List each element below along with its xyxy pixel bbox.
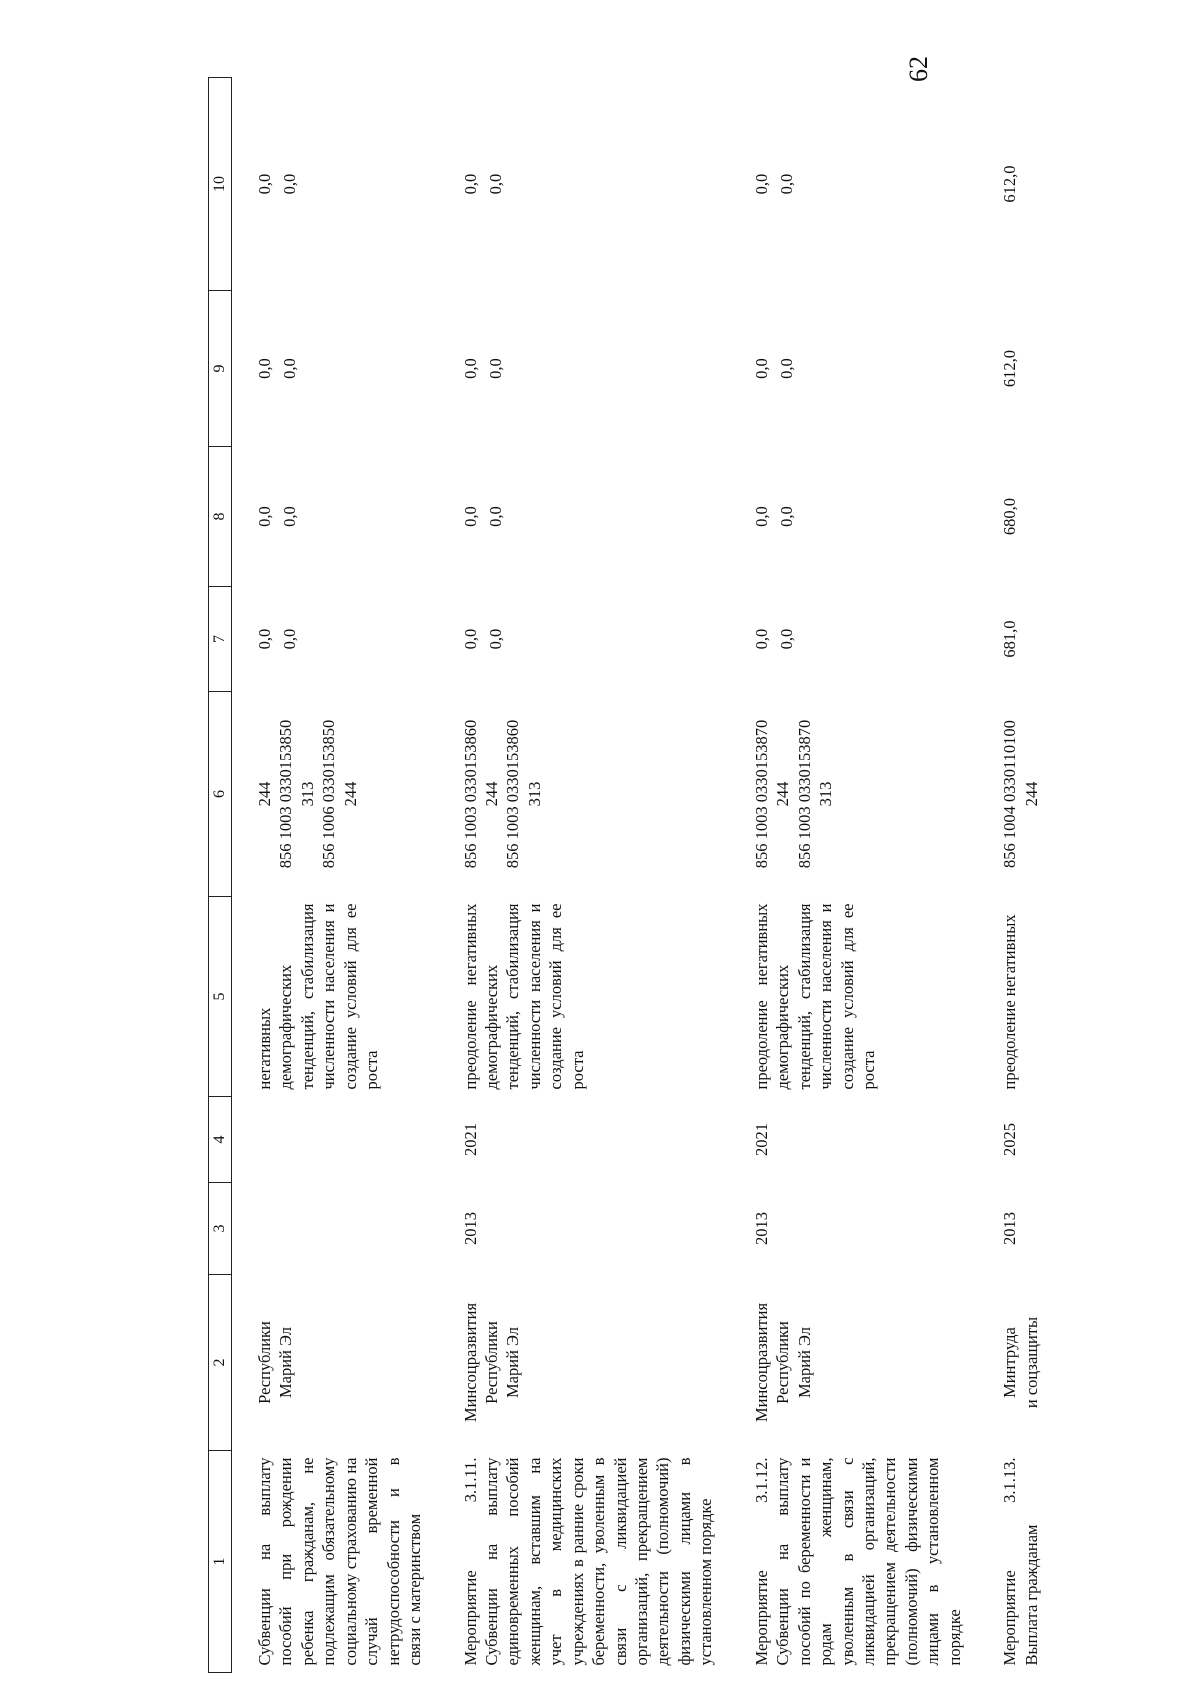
header-cell: 1 xyxy=(209,1451,232,1673)
amount-value: 0,0 xyxy=(460,506,480,527)
amount-cell-c9 xyxy=(232,291,438,447)
expected-result-cell: преодоление негативных xyxy=(1000,914,1020,1090)
amount-value: 0,0 xyxy=(460,358,480,379)
amount-value: 0,0 xyxy=(751,628,771,650)
header-cell: 2 xyxy=(209,1275,232,1451)
amount-value: 0,0 xyxy=(777,506,797,527)
amount-value: 0,0 xyxy=(485,628,505,650)
amount-cell-c7 xyxy=(977,587,1054,692)
amount-value: 681,0 xyxy=(1000,620,1020,658)
executor-cell: Минсоцразвития Республики Марий Эл xyxy=(751,1302,814,1423)
amount-value: 0,0 xyxy=(777,358,797,379)
amount-value: 0,0 xyxy=(255,358,274,379)
amount-value: 0,0 xyxy=(280,506,300,527)
expected-result-cell: преодоление негативных демографических тенденций, стабилизация численности населения и создание условий для ее роста xyxy=(460,903,587,1090)
amount-value: 0,0 xyxy=(751,506,771,527)
amount-value: 0,0 xyxy=(460,173,480,195)
table-header-row xyxy=(209,78,232,1673)
end-year-cell xyxy=(232,1097,438,1183)
budget-code-line: 244 xyxy=(773,781,793,807)
header-cell: 8 xyxy=(209,447,232,587)
amount-cell-c10 xyxy=(232,78,438,291)
amount-value: 0,0 xyxy=(777,173,797,195)
amount-cell-c8 xyxy=(977,447,1054,587)
budget-code-line: 313 xyxy=(816,781,836,807)
executor-cell: Республики Марий Эл xyxy=(255,1321,296,1404)
amount-value: 0,0 xyxy=(255,628,274,650)
table-row xyxy=(729,78,977,1673)
table-row xyxy=(232,78,438,1673)
start-year-cell xyxy=(232,1183,438,1275)
amount-value: 0,0 xyxy=(485,506,505,527)
amount-value: 0,0 xyxy=(751,358,771,379)
budget-table xyxy=(208,77,1054,1673)
budget-code-line: 856 1003 0330153860 xyxy=(460,719,480,869)
header-cell: 3 xyxy=(209,1183,232,1275)
amount-value: 612,0 xyxy=(1000,165,1020,203)
budget-code-line: 313 xyxy=(297,781,317,807)
amount-cell-c7 xyxy=(729,587,977,692)
amount-value: 0,0 xyxy=(751,173,771,195)
expected-result-cell: преодоление негативных демографических тенденций, стабилизация численности населения и создание условий для ее роста xyxy=(751,903,878,1090)
event-description-cell: Мероприятие 3.1.12. Субвенции на выплату пособий по беременности и родам женщинам, уволенным в связи с ликвидацией организаций, прекращением деятельности (полномочий) физическими лицами в установленном порядке xyxy=(751,1457,964,1666)
amount-cell-c8 xyxy=(729,447,977,587)
end-year-cell: 2021 xyxy=(751,1123,771,1156)
budget-code-cell xyxy=(729,692,977,897)
event-description-cell: Мероприятие 3.1.11. Субвенции на выплату единовременных пособий женщинам, вставшим на учет в медицинских учреждениях в ранние сроки беременности, уволенным в связи с ликвидацией организаций, прекращением деятельности (полномочий) физическими лицами в установленном порядке xyxy=(460,1457,716,1666)
amount-cell-c9 xyxy=(977,291,1054,447)
amount-cell-c7 xyxy=(438,587,729,692)
budget-code-line: 244 xyxy=(255,781,274,807)
budget-code-line: 856 1003 0330153850 xyxy=(276,719,296,869)
amount-value: 0,0 xyxy=(255,173,274,195)
amount-value: 0,0 xyxy=(255,506,274,527)
header-cell: 10 xyxy=(209,78,232,291)
table-row xyxy=(438,78,729,1673)
amount-cell-c7 xyxy=(232,587,438,692)
expected-result-cell: негативных демографических тенденций, стабилизация численности населения и создание условий для ее роста xyxy=(255,903,382,1090)
budget-code-line: 856 1003 0330153870 xyxy=(751,719,771,869)
executor-cell: Минтруда и соцзащиты xyxy=(1000,1316,1041,1409)
budget-code-line: 856 1003 0330153870 xyxy=(794,719,814,869)
amount-value: 0,0 xyxy=(485,358,505,379)
amount-value: 0,0 xyxy=(280,173,300,195)
amount-value: 0,0 xyxy=(777,628,797,650)
budget-code-line: 313 xyxy=(524,781,544,807)
page-number: 62 xyxy=(904,56,933,82)
amount-value: 612,0 xyxy=(1000,349,1020,388)
start-year-cell: 2013 xyxy=(751,1212,771,1245)
header-cell: 9 xyxy=(209,291,232,447)
amount-cell-c9 xyxy=(438,291,729,447)
budget-code-line: 856 1006 0330153850 xyxy=(319,719,339,869)
budget-code-line: 244 xyxy=(481,781,501,807)
start-year-cell: 2013 xyxy=(1000,1212,1020,1245)
budget-code-line: 856 1003 0330153860 xyxy=(503,719,523,869)
header-cell: 7 xyxy=(209,587,232,692)
executor-cell: Минсоцразвития Республики Марий Эл xyxy=(460,1302,523,1423)
end-year-cell: 2021 xyxy=(460,1123,480,1156)
budget-code-cell xyxy=(438,692,729,897)
header-cell: 4 xyxy=(209,1097,232,1183)
event-description-cell: Субвенции на выплату пособий при рождении ребенка гражданам, не подлежащим обязательному социальному страхованию на случай временной нетрудоспособности и в связи с материнством xyxy=(255,1457,425,1666)
budget-code-cell xyxy=(977,692,1054,897)
amount-value: 0,0 xyxy=(280,358,300,379)
amount-value: 0,0 xyxy=(460,628,480,650)
amount-cell-c10 xyxy=(438,78,729,291)
header-cell: 6 xyxy=(209,692,232,897)
start-year-cell: 2013 xyxy=(460,1212,480,1245)
end-year-cell: 2025 xyxy=(1000,1123,1020,1156)
amount-value: 0,0 xyxy=(280,628,300,650)
amount-cell-c9 xyxy=(729,291,977,447)
table-body xyxy=(232,78,1055,1673)
amount-value: 0,0 xyxy=(485,173,505,195)
amount-cell-c8 xyxy=(232,447,438,587)
budget-code-line: 244 xyxy=(340,781,360,807)
event-description-cell: Мероприятие 3.1.13. Выплата гражданам xyxy=(1000,1457,1041,1666)
header-cell: 5 xyxy=(209,897,232,1097)
budget-code-line: 244 xyxy=(1021,781,1041,807)
amount-cell-c8 xyxy=(438,447,729,587)
table-row xyxy=(977,78,1054,1673)
amount-value: 680,0 xyxy=(1000,497,1020,536)
amount-cell-c10 xyxy=(977,78,1054,291)
budget-code-cell xyxy=(232,692,438,897)
amount-cell-c10 xyxy=(729,78,977,291)
budget-code-line: 856 1004 0330110100 xyxy=(1000,720,1020,868)
